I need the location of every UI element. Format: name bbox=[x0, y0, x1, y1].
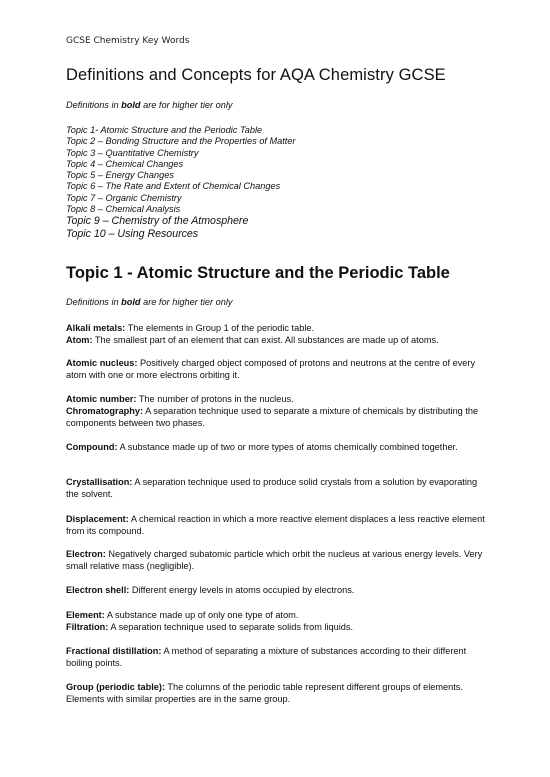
definition-crystallisation bbox=[66, 476, 486, 500]
note-suffix: are for higher tier only bbox=[140, 297, 233, 307]
topic-list-item: Topic 3 – Quantitative Chemistry bbox=[66, 147, 199, 158]
definition-text: A chemical reaction in which a more reactive element displaces a less reactive element from its compound. bbox=[66, 514, 485, 536]
definition-compound bbox=[66, 441, 486, 453]
definition-fractional-distillation bbox=[66, 645, 486, 669]
topic-list-item: Topic 7 – Organic Chemistry bbox=[66, 192, 182, 203]
definition-term: Electron: bbox=[66, 549, 106, 559]
definition-term: Electron shell: bbox=[66, 585, 130, 595]
definition-term: Fractional distillation: bbox=[66, 646, 162, 656]
definition-text: A separation technique used to produce solid crystals from a solution by evaporating the solvent. bbox=[66, 477, 478, 499]
note-prefix: Definitions in bbox=[66, 100, 122, 110]
definition-term: Compound: bbox=[66, 442, 118, 452]
definition-atom bbox=[66, 334, 486, 346]
note-bold: bold bbox=[121, 297, 141, 307]
note-bold: bold bbox=[121, 100, 141, 110]
topic-list-item: Topic 10 – Using Resources bbox=[66, 227, 199, 240]
topic-list-item: Topic 4 – Chemical Changes bbox=[66, 158, 184, 169]
definition-text: A method of separating a mixture of substances according to their different boiling points. bbox=[66, 646, 467, 668]
note-suffix: are for higher tier only bbox=[140, 100, 233, 110]
definition-term: Alkali metals: bbox=[66, 323, 126, 333]
definition-chromatography bbox=[66, 405, 486, 429]
definition-term: Atom: bbox=[66, 335, 93, 345]
topic-1-higher-tier-note bbox=[66, 297, 232, 307]
topic-list-item: Topic 1- Atomic Structure and the Periodic Table bbox=[66, 125, 263, 135]
topic-list-item: Topic 9 – Chemistry of the Atmosphere bbox=[66, 215, 249, 228]
definition-text: The elements in Group 1 of the periodic table. bbox=[125, 323, 315, 333]
definition-text: A substance made up of only one type of atom. bbox=[104, 610, 299, 620]
definition-text: A separation technique used to separate a mixture of chemicals by distributing the components between two phases. bbox=[66, 406, 479, 428]
document-title: Definitions and Concepts for AQA Chemistry GCSE bbox=[66, 66, 446, 84]
topic-1-heading: Topic 1 - Atomic Structure and the Periodic Table bbox=[66, 264, 450, 282]
definition-group bbox=[66, 681, 486, 705]
definition-electron-shell bbox=[66, 584, 486, 596]
definition-text: The columns of the periodic table represent different groups of elements. Elements with similar properties are in the same group. bbox=[66, 682, 463, 704]
definition-text: Positively charged object composed of protons and neutrons at the centre of every atom with one or more electrons orbiting it. bbox=[66, 358, 476, 380]
definition-term: Atomic number: bbox=[66, 394, 137, 404]
topic-list bbox=[66, 125, 295, 240]
definition-element bbox=[66, 609, 486, 621]
topic-list-item: Topic 5 – Energy Changes bbox=[66, 170, 174, 181]
definition-text: The smallest part of an element that can exist. All substances are made up of atoms. bbox=[92, 335, 439, 345]
topic-list-item: Topic 2 – Bonding Structure and the Properties of Matter bbox=[66, 136, 296, 147]
definition-text: Negatively charged subatomic particle which orbit the nucleus at various energy levels. Very small relative mass (negligible). bbox=[66, 549, 483, 571]
topic-list-item: Topic 8 – Chemical Analysis bbox=[66, 204, 181, 215]
definition-term: Displacement: bbox=[66, 514, 129, 524]
definition-term: Chromatography: bbox=[66, 406, 144, 416]
definition-term: Filtration: bbox=[66, 622, 109, 632]
definition-filtration bbox=[66, 621, 486, 633]
definition-atomic-number bbox=[66, 393, 486, 405]
page-header: GCSE Chemistry Key Words bbox=[66, 36, 190, 46]
definition-atomic-nucleus bbox=[66, 357, 486, 381]
note-prefix: Definitions in bbox=[66, 297, 122, 307]
definition-alkali-metals bbox=[66, 322, 486, 334]
definition-text: A separation technique used to separate solids from liquids. bbox=[108, 622, 353, 632]
definition-text: The number of protons in the nucleus. bbox=[136, 394, 294, 404]
definition-term: Group (periodic table): bbox=[66, 682, 166, 692]
definition-displacement bbox=[66, 513, 486, 537]
definition-term: Element: bbox=[66, 610, 105, 620]
definition-text: Different energy levels in atoms occupied by electrons. bbox=[129, 585, 355, 595]
definition-text: A substance made up of two or more types of atoms chemically combined together. bbox=[117, 442, 458, 452]
definition-term: Crystallisation: bbox=[66, 477, 133, 487]
topic-list-item: Topic 6 – The Rate and Extent of Chemical Changes bbox=[66, 181, 281, 192]
definition-electron bbox=[66, 548, 486, 572]
higher-tier-note bbox=[66, 100, 232, 110]
definition-term: Atomic nucleus: bbox=[66, 358, 138, 368]
